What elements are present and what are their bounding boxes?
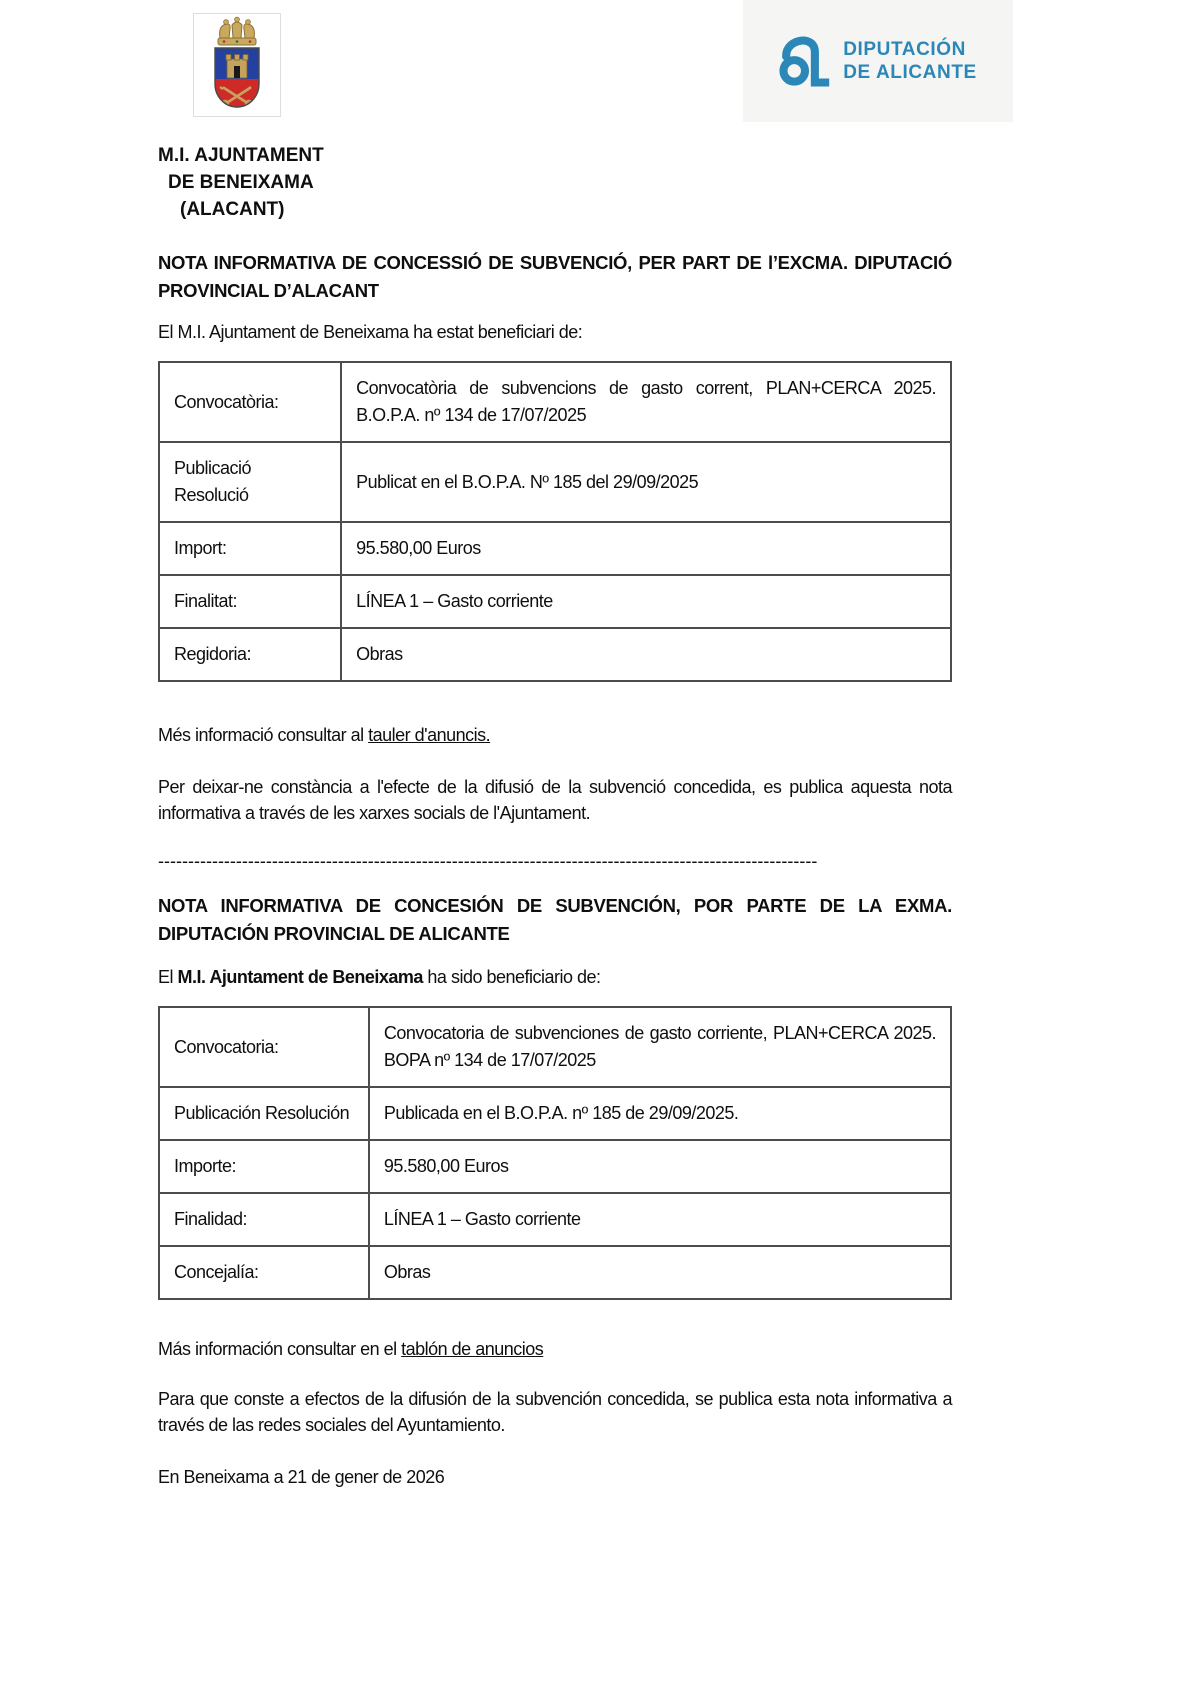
row-value: Convocatòria de subvencions de gasto corrent, PLAN+CERCA 2025. B.O.P.A. nº 134 de 17/07/2025	[341, 362, 951, 442]
grant-table-ca	[158, 361, 952, 682]
row-label: Import:	[159, 522, 341, 575]
intro-es-prefix: El	[158, 967, 178, 987]
diputacion-wordmark-line1: DIPUTACIÓN	[843, 39, 966, 60]
section-title-ca: NOTA INFORMATIVA DE CONCESSIÓ DE SUBVENCIÓ, PER PART DE l’EXCMA. DIPUTACIÓ PROVINCIAL D’ALACANT	[158, 252, 952, 301]
row-value: 95.580,00 Euros	[369, 1140, 951, 1193]
intro-es	[158, 964, 952, 990]
municipality-name-line1: M.I. AJUNTAMENT	[158, 145, 324, 166]
row-value: Convocatoria de subvenciones de gasto corriente, PLAN+CERCA 2025. BOPA nº 134 de 17/07/2025	[369, 1007, 951, 1087]
table-row	[159, 362, 951, 442]
table-row	[159, 522, 951, 575]
intro-es-suffix: ha sido beneficiario de:	[422, 967, 601, 987]
municipality-name-line3: (ALACANT)	[180, 199, 285, 220]
intro-ca: El M.I. Ajuntament de Beneixama ha estat beneficiari de:	[158, 322, 583, 342]
row-value: Publicat en el B.O.P.A. Nº 185 del 29/09/2025	[341, 442, 951, 522]
document-body	[158, 0, 952, 1490]
row-label: Importe:	[159, 1140, 369, 1193]
municipality-name-line2: DE BENEIXAMA	[168, 172, 314, 193]
table-row	[159, 1007, 951, 1087]
table-row	[159, 1140, 951, 1193]
more-info-ca	[158, 722, 952, 748]
row-label: Regidoria:	[159, 628, 341, 681]
closing-es: Para que conste a efectos de la difusión de la subvención concedida, se publica esta nota informativa a través de las redes sociales del Ayuntamiento.	[158, 1389, 952, 1435]
row-value: LÍNEA 1 – Gasto corriente	[341, 575, 951, 628]
row-value: 95.580,00 Euros	[341, 522, 951, 575]
section-divider: --------------------------------------------------------------------------------------------------------------	[158, 851, 818, 871]
intro-es-entity: M.I. Ajuntament de Beneixama	[177, 967, 423, 987]
row-label: Publicación Resolución	[159, 1087, 369, 1140]
table-row	[159, 575, 951, 628]
tablon-anuncios-link[interactable]: tablón de anuncios	[401, 1339, 544, 1359]
row-label: Concejalía:	[159, 1246, 369, 1299]
row-label: Finalitat:	[159, 575, 341, 628]
tauler-anuncis-link[interactable]: tauler d'anuncis.	[368, 725, 491, 745]
more-info-ca-text: Més informació consultar al	[158, 725, 369, 745]
row-value: LÍNEA 1 – Gasto corriente	[369, 1193, 951, 1246]
row-value: Obras	[341, 628, 951, 681]
section-title-es: NOTA INFORMATIVA DE CONCESIÓN DE SUBVENCIÓN, POR PARTE DE LA EXMA. DIPUTACIÓN PROVINCIAL DE ALICANTE	[158, 895, 952, 944]
more-info-es-text: Más información consultar en el	[158, 1339, 402, 1359]
table-row	[159, 1246, 951, 1299]
table-row	[159, 442, 951, 522]
grant-table-es	[158, 1006, 952, 1300]
date-line: En Beneixama a 21 de gener de 2026	[158, 1467, 445, 1487]
row-label: Finalidad:	[159, 1193, 369, 1246]
row-label: Publicació Resolució	[159, 442, 341, 522]
row-value: Obras	[369, 1246, 951, 1299]
row-label: Convocatòria:	[159, 362, 341, 442]
table-row	[159, 1087, 951, 1140]
diputacion-wordmark-line2: DE ALICANTE	[843, 62, 977, 83]
more-info-es	[158, 1336, 952, 1362]
closing-ca: Per deixar-ne constància a l'efecte de la difusió de la subvenció concedida, es publica aquesta nota informativa a través de les xarxes socials de l'Ajuntament.	[158, 777, 952, 823]
row-value: Publicada en el B.O.P.A. nº 185 de 29/09/2025.	[369, 1087, 951, 1140]
table-row	[159, 628, 951, 681]
municipality-name	[158, 142, 952, 223]
row-label: Convocatoria:	[159, 1007, 369, 1087]
table-row	[159, 1193, 951, 1246]
